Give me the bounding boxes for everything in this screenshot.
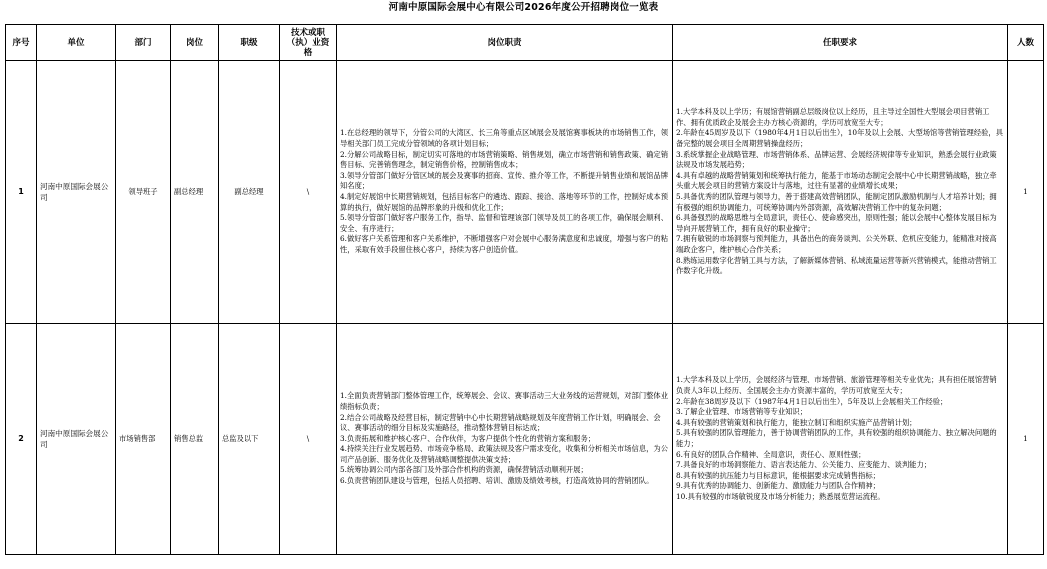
requirement-item: 1.大学本科及以上学历；有展馆营销副总层级岗位以上经历，且主导过全国性大型展会项目营销工作、拥有优质政企及展会主办方核心资源的，学历可放宽至大专； xyxy=(676,107,990,127)
table-row xyxy=(6,324,1044,555)
row-duties xyxy=(337,324,673,555)
requirement-item: 4.具有卓越的战略营销策划和统筹执行能力，能基于市场动态制定会展中心中长期营销战略，独立牵头重大展会项目的营销方案设计与落地，过往有显著的业绩增长成果； xyxy=(676,170,997,191)
requirement-item: 5.具有较强的团队管理能力，善于协调营销团队的工作，具有较强的组织协调能力、独立解决问题的能力； xyxy=(676,428,997,448)
requirement-item: 9.具有优秀的协调能力、创新能力、激励能力与团队合作精神； xyxy=(676,481,880,491)
header-row xyxy=(6,25,1044,61)
requirement-item: 6.具备强烈的战略思维与全局意识，责任心、使命感突出，原则性强；能以会展中心整体发展目标为导向开展营销工作，拥有良好的职业操守； xyxy=(676,213,997,233)
header-no: 序号 xyxy=(6,25,37,61)
row-dept: 领导班子 xyxy=(116,61,171,324)
row-position: 副总经理 xyxy=(171,61,219,324)
header-title-req: 技术或职（执）业资格 xyxy=(280,25,337,61)
header-unit: 单位 xyxy=(37,25,116,61)
requirement-item: 2.年龄在38周岁及以下（1987年4月1日以后出生），5年及以上会展相关工作经验； xyxy=(676,396,948,406)
row-requirements xyxy=(673,324,1008,555)
table-row xyxy=(6,61,1044,324)
document-title: 河南中原国际会展中心有限公司2026年度公开招聘岗位一览表 xyxy=(388,2,659,13)
row-title-req: \ xyxy=(280,324,337,555)
requirement-item: 3.系统掌握企业战略管理、市场营销体系、品牌运营、会展经济规律等专业知识，熟悉会展行业政策法规及市场发展趋势； xyxy=(676,149,997,170)
row-duties xyxy=(337,61,673,324)
header-duties: 岗位职责 xyxy=(337,25,673,61)
row-no: 2 xyxy=(6,324,37,555)
header-level: 职级 xyxy=(219,25,280,61)
requirement-item: 8.具有较强的抗压能力与目标意识，能根据要求完成销售指标； xyxy=(676,470,880,480)
row-count: 1 xyxy=(1008,61,1044,324)
duty-item: 5.领导分管部门做好客户服务工作，指导、监督和管理该部门领导及员工的各项工作，确保展会顺利、安全、有序进行； xyxy=(340,213,669,233)
duty-item: 6.负责营销团队建设与管理，包括人员招聘、培训、激励及绩效考核，打造高效协同的营销团队。 xyxy=(340,476,654,486)
duty-item: 6.做好客户关系管理和客户关系维护，不断增强客户对会展中心服务满意度和忠诚度，增强与客户的粘性，采取有效手段留住核心客户，持续为客户创造价值。 xyxy=(340,234,669,254)
duty-item: 1.在总经理的领导下，分管公司的大湾区、长三角等重点区域展会及展馆赛事板块的市场销售工作，领导相关部门员工完成分管领域的各项计划目标； xyxy=(340,128,669,149)
duty-item: 3.负责拓展和维护核心客户、合作伙伴，为客户提供个性化的营销方案和服务； xyxy=(340,433,596,443)
header-dept: 部门 xyxy=(116,25,171,61)
duty-item: 5.统筹协调公司内部各部门及外部合作机构的资源，确保营销活动顺利开展； xyxy=(340,465,588,475)
duty-item: 1.全面负责营销部门整体管理工作，统筹展会、会议、赛事活动三大业务线的运营规划，对部门整体业绩指标负责； xyxy=(340,391,669,411)
duty-item: 4.制定好展馆中长期营销规划，包括目标客户的遴选、跟踪、接洽、落地等环节的工作，控制好成本预算的执行，做好展馆的品牌形象的升级和优化工作； xyxy=(340,192,669,212)
requirement-item: 7.具备良好的市场洞察能力、语言表达能力、公关能力、应变能力、谈判能力； xyxy=(676,460,932,470)
row-title-req: \ xyxy=(280,61,337,324)
requirement-item: 7.拥有敏锐的市场洞察与预判能力，具备出色的商务谈判、公关外联、危机应变能力，能精准对接高端政企客户，维护核心合作关系； xyxy=(676,234,997,254)
duty-item: 3.领导分管部门做好分管区域的展会及赛事的招商、宣传、推介等工作，不断提升销售业绩和展馆品牌知名度； xyxy=(340,170,669,191)
row-unit: 河南中原国际会展公司 xyxy=(37,324,116,555)
requirement-item: 10.具有较强的市场敏锐度及市场分析能力；熟悉展览营运流程。 xyxy=(676,491,885,501)
header-position: 岗位 xyxy=(171,25,219,61)
duty-item: 4.持续关注行业发展趋势、市场竞争格局、政策法规及客户需求变化，收集和分析相关市场信息，为公司产品创新、服务优化及营销战略调整提供决策支持； xyxy=(340,444,669,464)
duty-item: 2.结合公司战略及经营目标，制定营销中心中长期营销战略规划及年度营销工作计划，明确展会、会议、赛事活动的细分目标及实施路径，推动整体营销目标达成； xyxy=(340,412,661,433)
positions-table xyxy=(5,24,1044,555)
requirement-item: 2.年龄在45周岁及以下（1980年4月1日以后出生），10年及以上会展、大型场馆等营销管理经验，具备完整的展会项目全周期营销操盘经历； xyxy=(676,128,1004,149)
requirement-item: 4.具有较强的营销策划和执行能力，能独立制订和组织实施产品营销计划； xyxy=(676,417,917,427)
row-unit: 河南中原国际会展公司 xyxy=(37,61,116,324)
row-count: 1 xyxy=(1008,324,1044,555)
header-requirements: 任职要求 xyxy=(673,25,1008,61)
row-level: 总监及以下 xyxy=(219,324,280,555)
requirement-item: 8.熟练运用数字化营销工具与方法，了解新媒体营销、私域流量运营等新兴营销模式，能推动营销工作数字化升级。 xyxy=(676,255,997,276)
requirement-item: 1.大学本科及以上学历，会展经济与管理、市场营销、旅游管理等相关专业优先；具有担任展馆营销负责人3年以上经历、全国展会主办方资源丰富的，学历可放宽至大专； xyxy=(676,375,997,396)
duty-item: 2.分解公司战略目标，制定切实可落地的市场营销策略、销售规划，确立市场营销和销售政策、确定销售目标、完善销售理念，制定销售价格，控制销售成本； xyxy=(340,149,669,170)
row-no: 1 xyxy=(6,61,37,324)
header-count: 人数 xyxy=(1008,25,1044,61)
row-position: 销售总监 xyxy=(171,324,219,555)
row-dept: 市场销售部 xyxy=(116,324,171,555)
row-requirements xyxy=(673,61,1008,324)
requirement-item: 6.有良好的团队合作精神、全局意识，责任心、原则性强； xyxy=(676,449,866,459)
requirement-item: 3.了解企业管理、市场营销等专业知识； xyxy=(676,407,808,417)
requirement-item: 5.具备优秀的团队管理与领导力，善于搭建高效营销团队，能制定团队激励机制与人才培养计划；拥有极强的组织协调能力，可统筹协调内外部资源，高效解决营销工作中的复杂问题； xyxy=(676,192,997,212)
row-level: 副总经理 xyxy=(219,61,280,324)
